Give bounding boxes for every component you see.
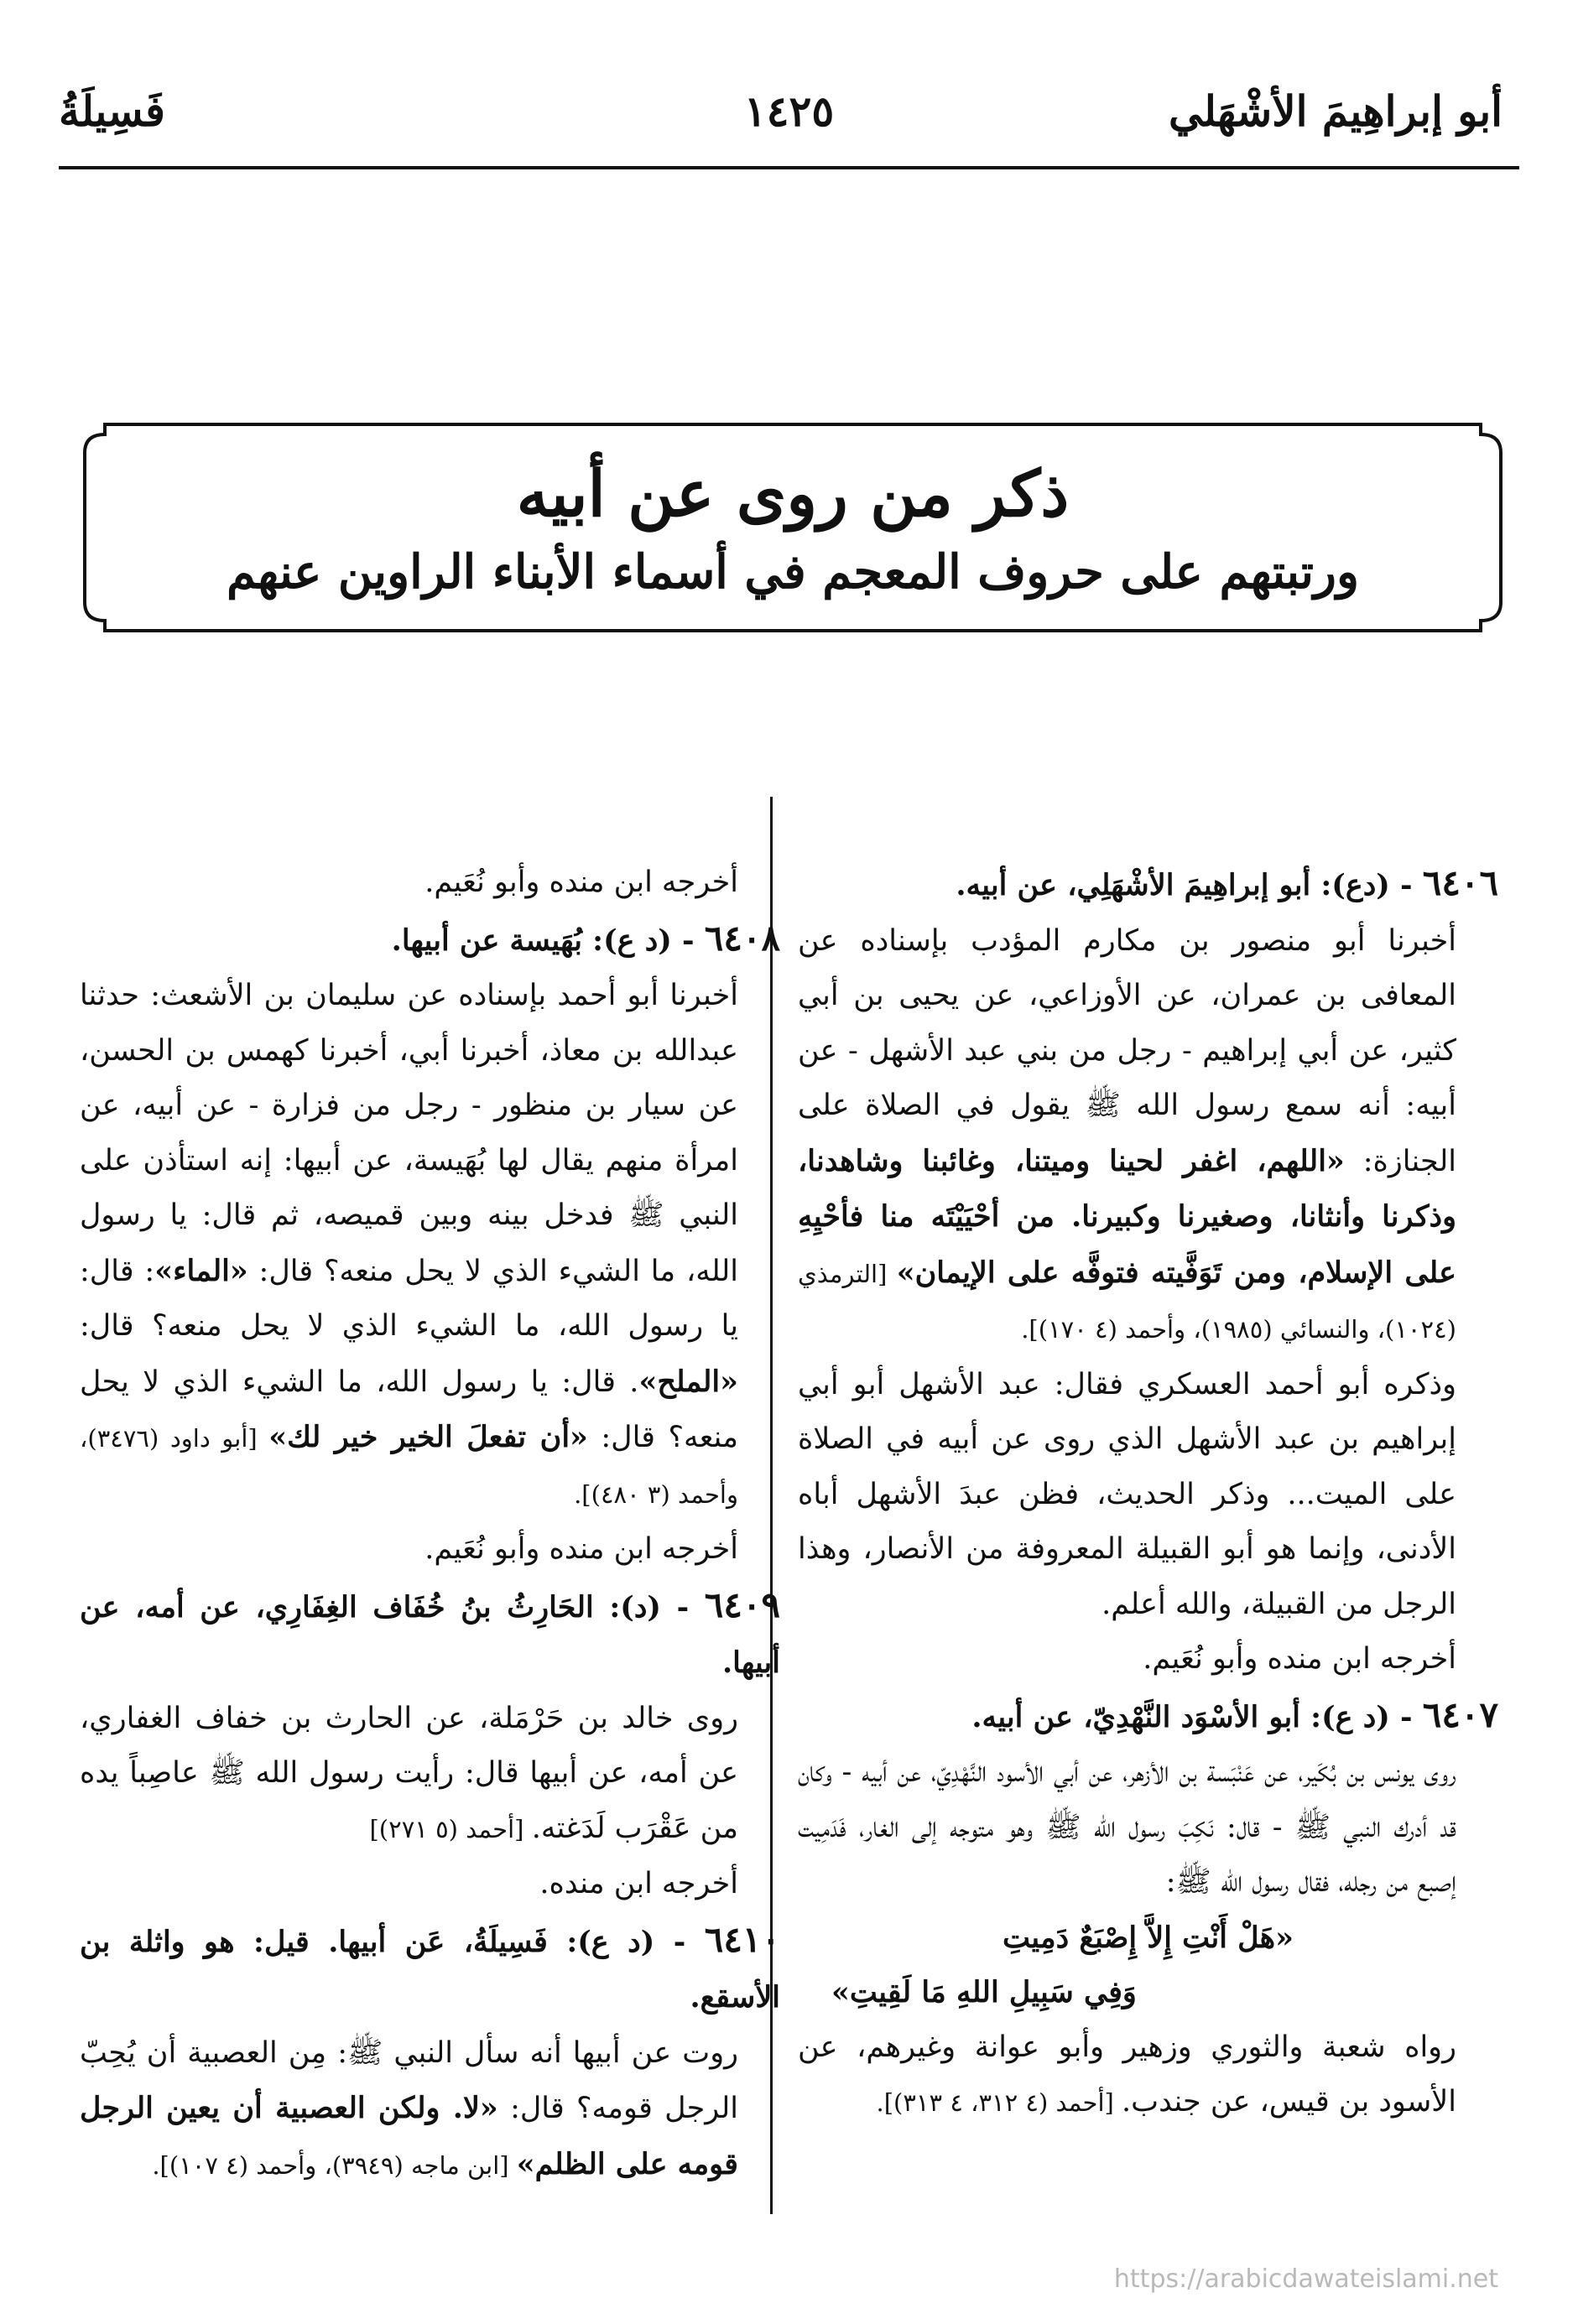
narration-text: رواه شعبة والثوري وزهير وأبو عوانة وغيرهم، عن الأسود بن قيس، عن جندب.	[798, 2030, 1456, 2119]
entry-number: ٦٤١٠	[704, 1918, 780, 1960]
left-column	[80, 855, 780, 2223]
entry-6410-heading	[80, 1912, 780, 2026]
page-number: ١٤٢٥	[743, 86, 835, 136]
narration-text: أخبرنا أبو منصور بن مكارم المؤدب بإسناده عن المعافى بن عمران، عن الأوزاعي، عن يحيى بن أبي كثير، عن أبي إبراهيم - رجل من بني عبد الأشهل - عن أبيه: أنه سمع رسول الله ﷺ يقول في الصلاة على الجنازة:	[798, 923, 1456, 1178]
citation: [أحمد (٤ ٣١٢، ٤ ٣١٣)].	[876, 2088, 1122, 2117]
narration-text: . قال: يا رسول الله، ما الشيء الذي لا يحل منعه؟ قال:	[80, 1365, 738, 1454]
right-column	[798, 855, 1498, 2223]
hadith-word-water: «الماء»	[154, 1253, 248, 1288]
narration-text: روت عن أبيها أنه سأل النبي ﷺ: مِن العصبية أن يُحِبّ الرجل قومه؟ قال:	[80, 2035, 738, 2125]
entry-6407-text: روى يونس بن بُكَير، عن عَنْبَسة بن الأزهر، عن أبي الأسود النَّهْدِيّ، عن أبيه - وكان قد أدرك النبي ﷺ - قال: نَكِبَ رسول الله ﷺ وهو متوجه إلى الغار، فَدَمِيت إصبع من رجله، فقال رسول الله ﷺ:	[798, 1755, 1456, 1899]
hadith-text: «اللهم، اغفر لحينا وميتنا، وغائبنا وشاهدنا، وذكرنا وأنثانا، وصغيرنا وكبيرنا. من أحْيَيْتَه منا فأحْيِهِ على الإسلام، ومن تَوَفَّيته فتوفَّه على الإيمان»	[798, 1143, 1456, 1290]
section-title-box	[80, 419, 1506, 636]
entry-6408-heading	[80, 911, 780, 970]
entry-6409-source: أخرجه ابن منده.	[539, 1867, 738, 1900]
watermark-url: https://arabicdawateislami.net	[1113, 2264, 1498, 2294]
running-header-right: أبو إبراهِيمَ الأشْهَلي	[1168, 86, 1502, 136]
section-subtitle: ورتبتهم على حروف المعجم في أسماء الأبناء الراوين عنهم	[227, 544, 1359, 600]
hadith-text: «أن تفعلَ الخير خير لك»	[268, 1420, 588, 1454]
entry-title: - (د ع): بُهَيسة عن أبيها.	[391, 923, 705, 958]
section-title: ذكر من روى عن أبيه	[516, 456, 1070, 531]
header-rule	[59, 166, 1519, 169]
entry-6409-text	[80, 1692, 780, 1858]
entry-title: - (د): الحَارِثُ بنُ خُفَاف الغِفَارِي، عن أمه، عن أبيها.	[80, 1589, 780, 1680]
running-header-left: فَسِيلَةُ	[59, 86, 165, 136]
citation: [أبو داود (٣٤٧٦)، وأحمد (٣ ٤٨٠)].	[80, 1424, 738, 1509]
hadith-word-salt: «الملح»	[638, 1364, 738, 1399]
citation: [الترمذي (١٠٢٤)، والنسائي (١٩٨٥)، وأحمد (٤ ١٧٠)].	[798, 1259, 1456, 1344]
narration-text: روى خالد بن حَرْمَلة، عن الحارث بن خفاف الغفاري، عن أمه، عن أبيها قال: رأيت رسول الله ﷺ عاصِباً يده من عَقْرَب لَدَغته.	[80, 1701, 738, 1845]
entry-title: - (د ع): أبو الأسْوَد النَّهْدِيّ، عن أبيه.	[971, 1699, 1423, 1734]
poem-line-1: «هَلْ أَنْتِ إِلاَّ إِصْبَعٌ دَمِيتِ	[1003, 1920, 1294, 1955]
entry-number: ٦٤٠٧	[1422, 1693, 1498, 1735]
narration-text: : قال: يا رسول الله، ما الشيء الذي لا يحل منعه؟ قال:	[80, 1254, 738, 1343]
entry-number: ٦٤٠٦	[1422, 862, 1498, 903]
entry-6409-heading	[80, 1578, 780, 1692]
entry-title: - (دع): أبو إبراهِيمَ الأشْهَلِي، عن أبيه.	[956, 868, 1423, 902]
entry-6408-text	[80, 969, 780, 1522]
entry-title: - (د ع): فَسِيلَةُ، عَن أبيها. قيل: هو واثلة بن الأسقع.	[80, 1924, 780, 2015]
entry-number: ٦٤٠٨	[704, 917, 780, 959]
entry-6406-note: وذكره أبو أحمد العسكري فقال: عبد الأشهل أبو أبي إبراهيم بن عبد الأشهل الذي روى عن أبيه في الصلاة على الميت... وذكر الحديث، فظن عبدَ الأشهل أباه الأدنى، وإنما هو أبو القبيلة المعروفة من الأنصار، وهذا الرجل من القبيلة، والله أعلم.	[798, 1367, 1456, 1621]
entry-6406-source: أخرجه ابن منده وأبو نُعَيم.	[1143, 1642, 1456, 1676]
narration-text: أخبرنا أبو أحمد بإسناده عن سليمان بن الأشعث: حدثنا عبدالله بن معاذ، أخبرنا أبي، أخبرنا كهمس بن الحسن، عن سيار بن منظور - رجل من فزارة - عن أبيه، عن امرأة منهم يقال لها بُهَيسة، عن أبيها: إنه استأذن على النبي ﷺ فدخل بينه وبين قميصه، ثم قال: يا رسول الله، ما الشيء الذي لا يحل منعه؟ قال:	[80, 979, 738, 1288]
entry-6407-heading	[798, 1687, 1498, 1746]
entry-6406-text	[798, 914, 1498, 1358]
entry-6406-heading	[798, 855, 1498, 914]
citation: [ابن ماجه (٣٩٤٩)، وأحمد (٤ ١٠٧)].	[152, 2150, 517, 2180]
hadith-text: «لا. ولكن العصبية أن يعين الرجل قومه على الظلم»	[80, 2091, 738, 2181]
entry-number: ٦٤٠٩	[704, 1583, 780, 1625]
entry-6408-source: أخرجه ابن منده وأبو نُعَيم.	[424, 1532, 738, 1566]
citation: [أحمد (٥ ٢٧١)]	[369, 1814, 532, 1843]
poem-line-2: وَفِي سَبِيلِ اللهِ مَا لَقِيتِ»	[831, 1975, 1137, 2009]
entry-6410-text	[80, 2026, 780, 2194]
entry-6407-source: أخرجه ابن منده وأبو نُعَيم.	[424, 866, 738, 899]
entry-6407-note	[798, 2020, 1498, 2131]
